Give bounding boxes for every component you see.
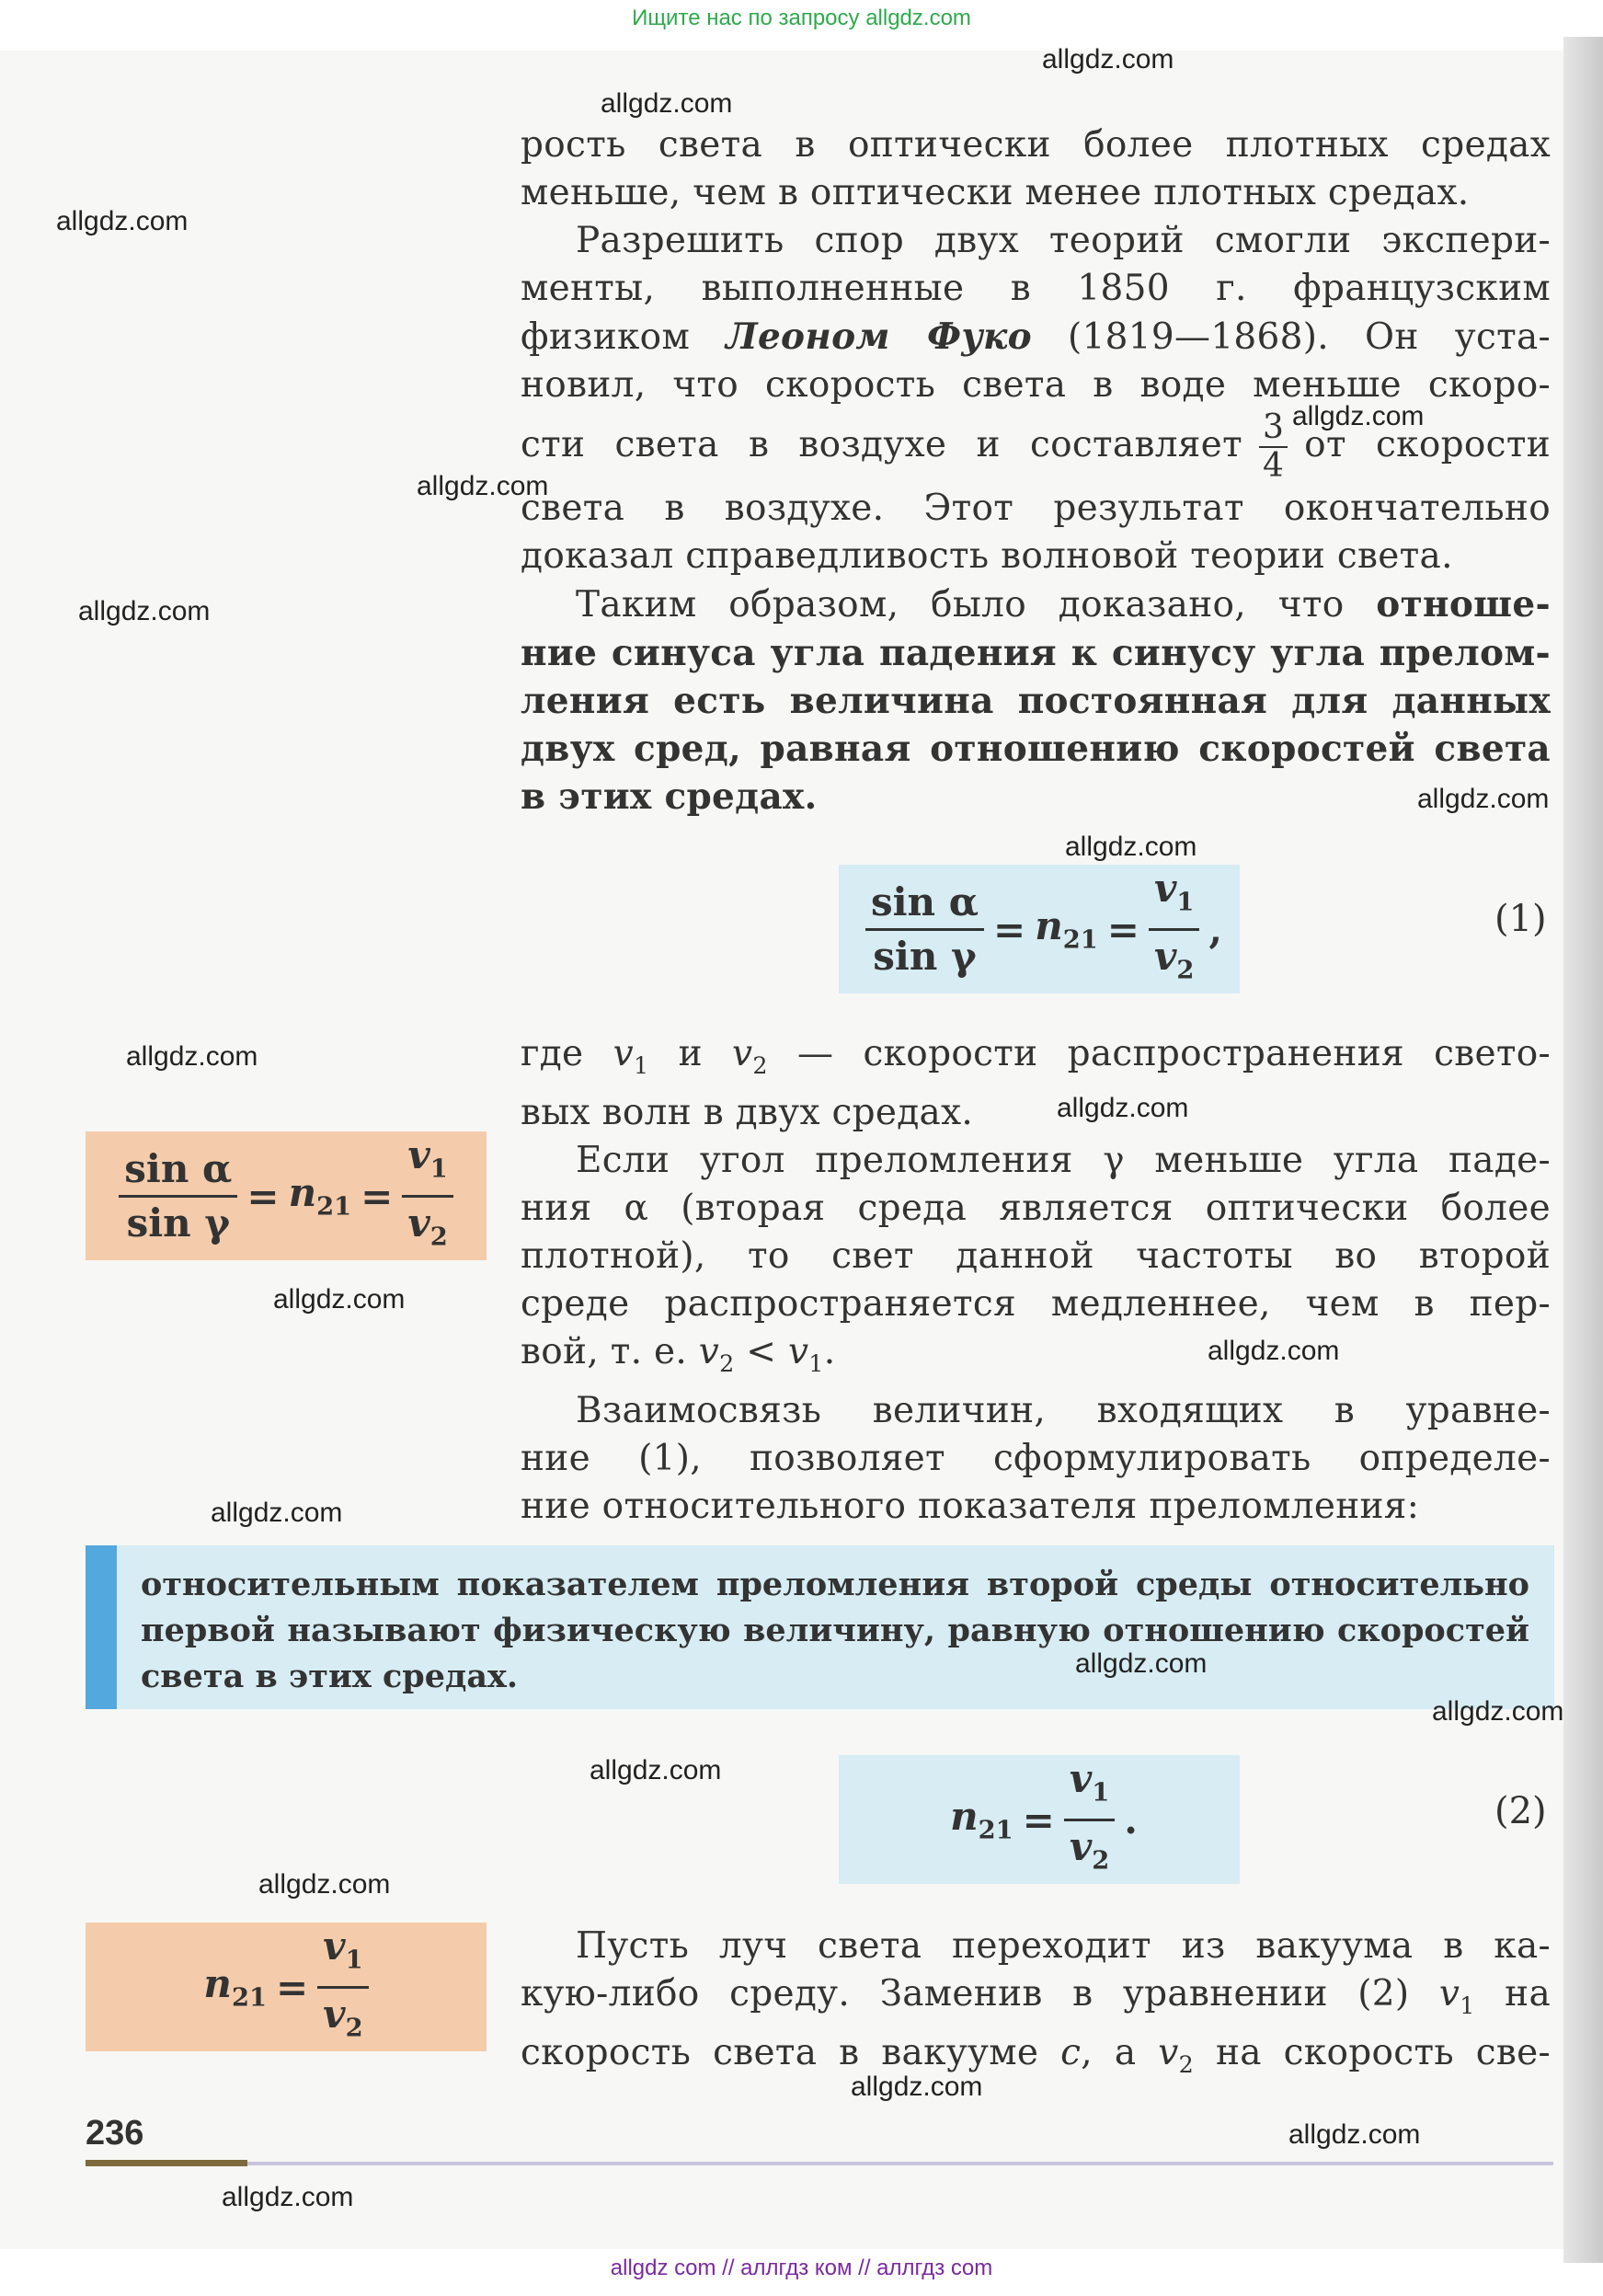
text-column-3 [521, 1923, 1551, 2088]
watermark: allgdz.com [258, 1869, 391, 1900]
watermark: allgdz.com [1208, 1336, 1340, 1366]
speed-ratio: $\frac{v_1}{v_2}$ [1149, 865, 1199, 993]
watermark: allgdz.com [273, 1284, 406, 1314]
watermark: allgdz.com [56, 206, 189, 236]
watermark: allgdz.com [1042, 44, 1174, 75]
text-line: вой, т. е. $v_2 < v_1$. [521, 1330, 836, 1377]
text-line: вых волн в двух средах. [521, 1091, 974, 1133]
watermark: allgdz.com [211, 1498, 343, 1528]
equation-number-1: (1) [1494, 898, 1547, 940]
watermark: allgdz.com [601, 88, 733, 119]
footer-line-dark [86, 2160, 247, 2166]
text-line: Разрешить спор двух теорий смогли экспери- [576, 220, 1551, 261]
text-line: кую-либо среду. Заменив в уравнении (2) $v_1$ на [521, 1973, 1551, 2019]
watermark: allgdz.com [78, 596, 211, 626]
side-formula-2: $n_{21}$ = $\frac{v_1}{v_2}$ [86, 1923, 487, 2051]
text-line: физиком Леоном Фуко (1819—1868). Он уста- [521, 316, 1551, 358]
text-line: Таким образом, было доказано, что отноше- [576, 583, 1551, 626]
watermark: allgdz.com [851, 2072, 983, 2102]
watermark: allgdz.com [1057, 1093, 1189, 1123]
formula-1-box: $\frac{\text{sin α}}{\text{sin γ}}$ = $n_{21}$ = $\frac{v_1}{v_2}$ , [839, 865, 1240, 993]
page-edge-shadow [1563, 37, 1603, 2263]
text-line: скорость света в вакууме c, а $v_2$ на скорость све- [521, 2031, 1551, 2078]
top-banner[interactable]: Ищите нас по запросу allgdz.com [632, 6, 971, 30]
text-line: менты, выполненные в 1850 г. французским [521, 268, 1551, 309]
text-line: доказал справедливость волновой теории света. [521, 535, 1453, 577]
text-line: Взаимосвязь величин, входящих в уравне- [576, 1389, 1551, 1431]
side-formula-1: $\frac{\text{sin α}}{\text{sin γ}}$ = $n_{21}$ = $\frac{v_1}{v_2}$ [86, 1131, 487, 1260]
watermark: allgdz.com [126, 1041, 258, 1072]
text-column-2 [521, 1030, 1551, 1531]
footer-line-light [247, 2162, 1553, 2165]
sine-ratio: $\frac{\text{sin α}}{\text{sin γ}}$ [865, 878, 984, 981]
text-line: Пусть луч света переходит из вакуума в ка- [576, 1925, 1551, 1967]
watermark: allgdz.com [1417, 784, 1550, 814]
bottom-banner[interactable]: allgdz com // аллгдз ком // аллгдз com [610, 2256, 993, 2280]
text-line: где $v_1$ и $v_2$ — скорости распространения свето- [521, 1033, 1551, 1079]
text-line: света в воздухе. Этот результат окончательно [521, 488, 1551, 529]
text-line: ние (1), позволяет сформулировать определе- [521, 1437, 1551, 1479]
watermark: allgdz.com [1288, 2119, 1421, 2150]
fraction-three-quarters: $\frac{3}{4}$ [1259, 409, 1288, 485]
text-line: рость света в оптически более плотных средах [521, 124, 1551, 166]
watermark: allgdz.com [1065, 832, 1197, 862]
watermark: allgdz.com [1432, 1696, 1564, 1727]
text-line: Если угол преломления γ меньше угла паде- [576, 1139, 1551, 1181]
text-line: двух сред, равная отношению скоростей света [521, 728, 1551, 770]
formula-2-box: $n_{21}$ = $\frac{v_1}{v_2}$ . [839, 1755, 1240, 1884]
watermark: allgdz.com [222, 2182, 354, 2212]
text-column [521, 121, 1551, 821]
text-line: среде распространяется медленнее, чем в пер- [521, 1282, 1551, 1325]
text-line: меньше, чем в оптически менее плотных средах. [521, 172, 1470, 213]
text-line: новил, что скорость света в воде меньше скоро- [521, 364, 1551, 406]
watermark: allgdz.com [1292, 401, 1425, 431]
text-line: ния α (вторая среда является оптически более [521, 1187, 1551, 1229]
text-line: в этих средах. [521, 775, 818, 818]
definition-text: относительным показателем преломления второй среды относительно первой называют физическую величину, равную отношению скоростей света в этих средах. [141, 1566, 1529, 1695]
text-line: ние синуса угла падения к синусу угла прелом- [521, 632, 1551, 674]
page-number: 236 [86, 2114, 144, 2152]
text-line: плотной), то свет данной частоты во второй [521, 1234, 1551, 1277]
definition-block [86, 1545, 1554, 1709]
text-line: ления есть величина постоянная для данных [521, 680, 1551, 722]
watermark: allgdz.com [590, 1755, 722, 1785]
definition-accent-bar [86, 1545, 117, 1709]
text-line: ние относительного показателя преломления: [521, 1485, 1420, 1527]
person-name: Леоном Фуко [726, 316, 1032, 358]
equation-number-2: (2) [1494, 1790, 1547, 1832]
watermark: allgdz.com [1075, 1648, 1208, 1679]
text-line: сти света в воздухе и составляет $\frac{3}{4}$ от скорости [521, 408, 1551, 485]
watermark: allgdz.com [417, 471, 549, 501]
